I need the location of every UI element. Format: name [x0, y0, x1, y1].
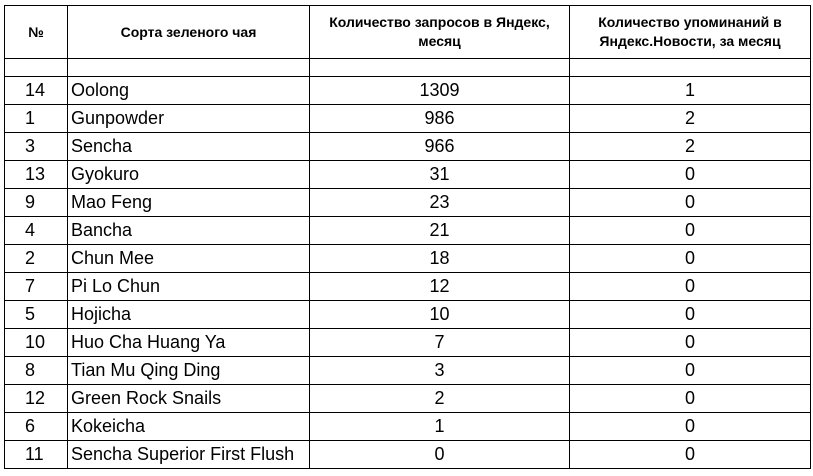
table-row — [5, 189, 811, 217]
mentions-count-cell[interactable]: 1 — [570, 77, 811, 105]
row-number-cell[interactable]: 9 — [5, 189, 68, 217]
mentions-count-cell[interactable]: 0 — [570, 161, 811, 189]
row-number-cell[interactable]: 4 — [5, 217, 68, 245]
header-tea-variety[interactable]: Сорта зеленого чая — [68, 6, 310, 59]
tea-name-cell[interactable]: Bancha — [68, 217, 310, 245]
tea-name-cell[interactable]: Green Rock Snails — [68, 385, 310, 413]
table-row — [5, 357, 811, 385]
empty-cell[interactable] — [5, 59, 68, 77]
tea-name-cell[interactable]: Pi Lo Chun — [68, 273, 310, 301]
requests-count-cell[interactable]: 986 — [310, 105, 570, 133]
mentions-count-cell[interactable]: 0 — [570, 245, 811, 273]
tea-name-cell[interactable]: Sencha — [68, 133, 310, 161]
row-number-cell[interactable]: 10 — [5, 329, 68, 357]
table-row — [5, 273, 811, 301]
tea-name-cell[interactable]: Kokeicha — [68, 413, 310, 441]
row-number-cell[interactable]: 13 — [5, 161, 68, 189]
requests-count-cell[interactable]: 23 — [310, 189, 570, 217]
mentions-count-cell[interactable]: 0 — [570, 413, 811, 441]
requests-count-cell[interactable]: 1 — [310, 413, 570, 441]
tea-name-cell[interactable]: Gyokuro — [68, 161, 310, 189]
tea-name-cell[interactable]: Huo Cha Huang Ya — [68, 329, 310, 357]
tea-name-cell[interactable]: Gunpowder — [68, 105, 310, 133]
requests-count-cell[interactable]: 2 — [310, 385, 570, 413]
mentions-count-cell[interactable]: 2 — [570, 105, 811, 133]
table-row — [5, 133, 811, 161]
table-header — [5, 6, 811, 59]
mentions-count-cell[interactable]: 0 — [570, 441, 811, 469]
mentions-count-cell[interactable]: 0 — [570, 189, 811, 217]
green-tea-table — [4, 5, 811, 469]
table-body — [5, 59, 811, 469]
table-row — [5, 413, 811, 441]
mentions-count-cell[interactable]: 0 — [570, 301, 811, 329]
requests-count-cell[interactable]: 18 — [310, 245, 570, 273]
table-row — [5, 245, 811, 273]
row-number-cell[interactable]: 6 — [5, 413, 68, 441]
row-number-cell[interactable]: 14 — [5, 77, 68, 105]
row-number-cell[interactable]: 3 — [5, 133, 68, 161]
requests-count-cell[interactable]: 12 — [310, 273, 570, 301]
table-row — [5, 105, 811, 133]
requests-count-cell[interactable]: 7 — [310, 329, 570, 357]
mentions-count-cell[interactable]: 0 — [570, 273, 811, 301]
requests-count-cell[interactable]: 21 — [310, 217, 570, 245]
table-row — [5, 329, 811, 357]
table-row — [5, 161, 811, 189]
header-row — [5, 6, 811, 59]
table-row — [5, 385, 811, 413]
row-number-cell[interactable]: 12 — [5, 385, 68, 413]
empty-cell[interactable] — [310, 59, 570, 77]
requests-count-cell[interactable]: 966 — [310, 133, 570, 161]
mentions-count-cell[interactable]: 0 — [570, 329, 811, 357]
row-number-cell[interactable]: 2 — [5, 245, 68, 273]
tea-name-cell[interactable]: Hojicha — [68, 301, 310, 329]
tea-name-cell[interactable]: Tian Mu Qing Ding — [68, 357, 310, 385]
table-row — [5, 217, 811, 245]
header-yandex-requests[interactable]: Количество запросов в Яндекс, месяц — [310, 6, 570, 59]
row-number-cell[interactable]: 11 — [5, 441, 68, 469]
table-row — [5, 441, 811, 469]
tea-name-cell[interactable]: Mao Feng — [68, 189, 310, 217]
header-number[interactable]: № — [5, 6, 68, 59]
requests-count-cell[interactable]: 31 — [310, 161, 570, 189]
empty-cell[interactable] — [570, 59, 811, 77]
requests-count-cell[interactable]: 3 — [310, 357, 570, 385]
mentions-count-cell[interactable]: 0 — [570, 385, 811, 413]
tea-name-cell[interactable]: Sencha Superior First Flush — [68, 441, 310, 469]
mentions-count-cell[interactable]: 0 — [570, 357, 811, 385]
row-number-cell[interactable]: 7 — [5, 273, 68, 301]
row-number-cell[interactable]: 1 — [5, 105, 68, 133]
row-number-cell[interactable]: 5 — [5, 301, 68, 329]
requests-count-cell[interactable]: 0 — [310, 441, 570, 469]
mentions-count-cell[interactable]: 0 — [570, 217, 811, 245]
tea-name-cell[interactable]: Chun Mee — [68, 245, 310, 273]
table-row — [5, 77, 811, 105]
empty-cell[interactable] — [68, 59, 310, 77]
header-yandex-news-mentions[interactable]: Количество упоминаний в Яндекс.Новости, за месяц — [570, 6, 811, 59]
table-row — [5, 301, 811, 329]
requests-count-cell[interactable]: 10 — [310, 301, 570, 329]
tea-name-cell[interactable]: Oolong — [68, 77, 310, 105]
requests-count-cell[interactable]: 1309 — [310, 77, 570, 105]
mentions-count-cell[interactable]: 2 — [570, 133, 811, 161]
empty-row — [5, 59, 811, 77]
row-number-cell[interactable]: 8 — [5, 357, 68, 385]
